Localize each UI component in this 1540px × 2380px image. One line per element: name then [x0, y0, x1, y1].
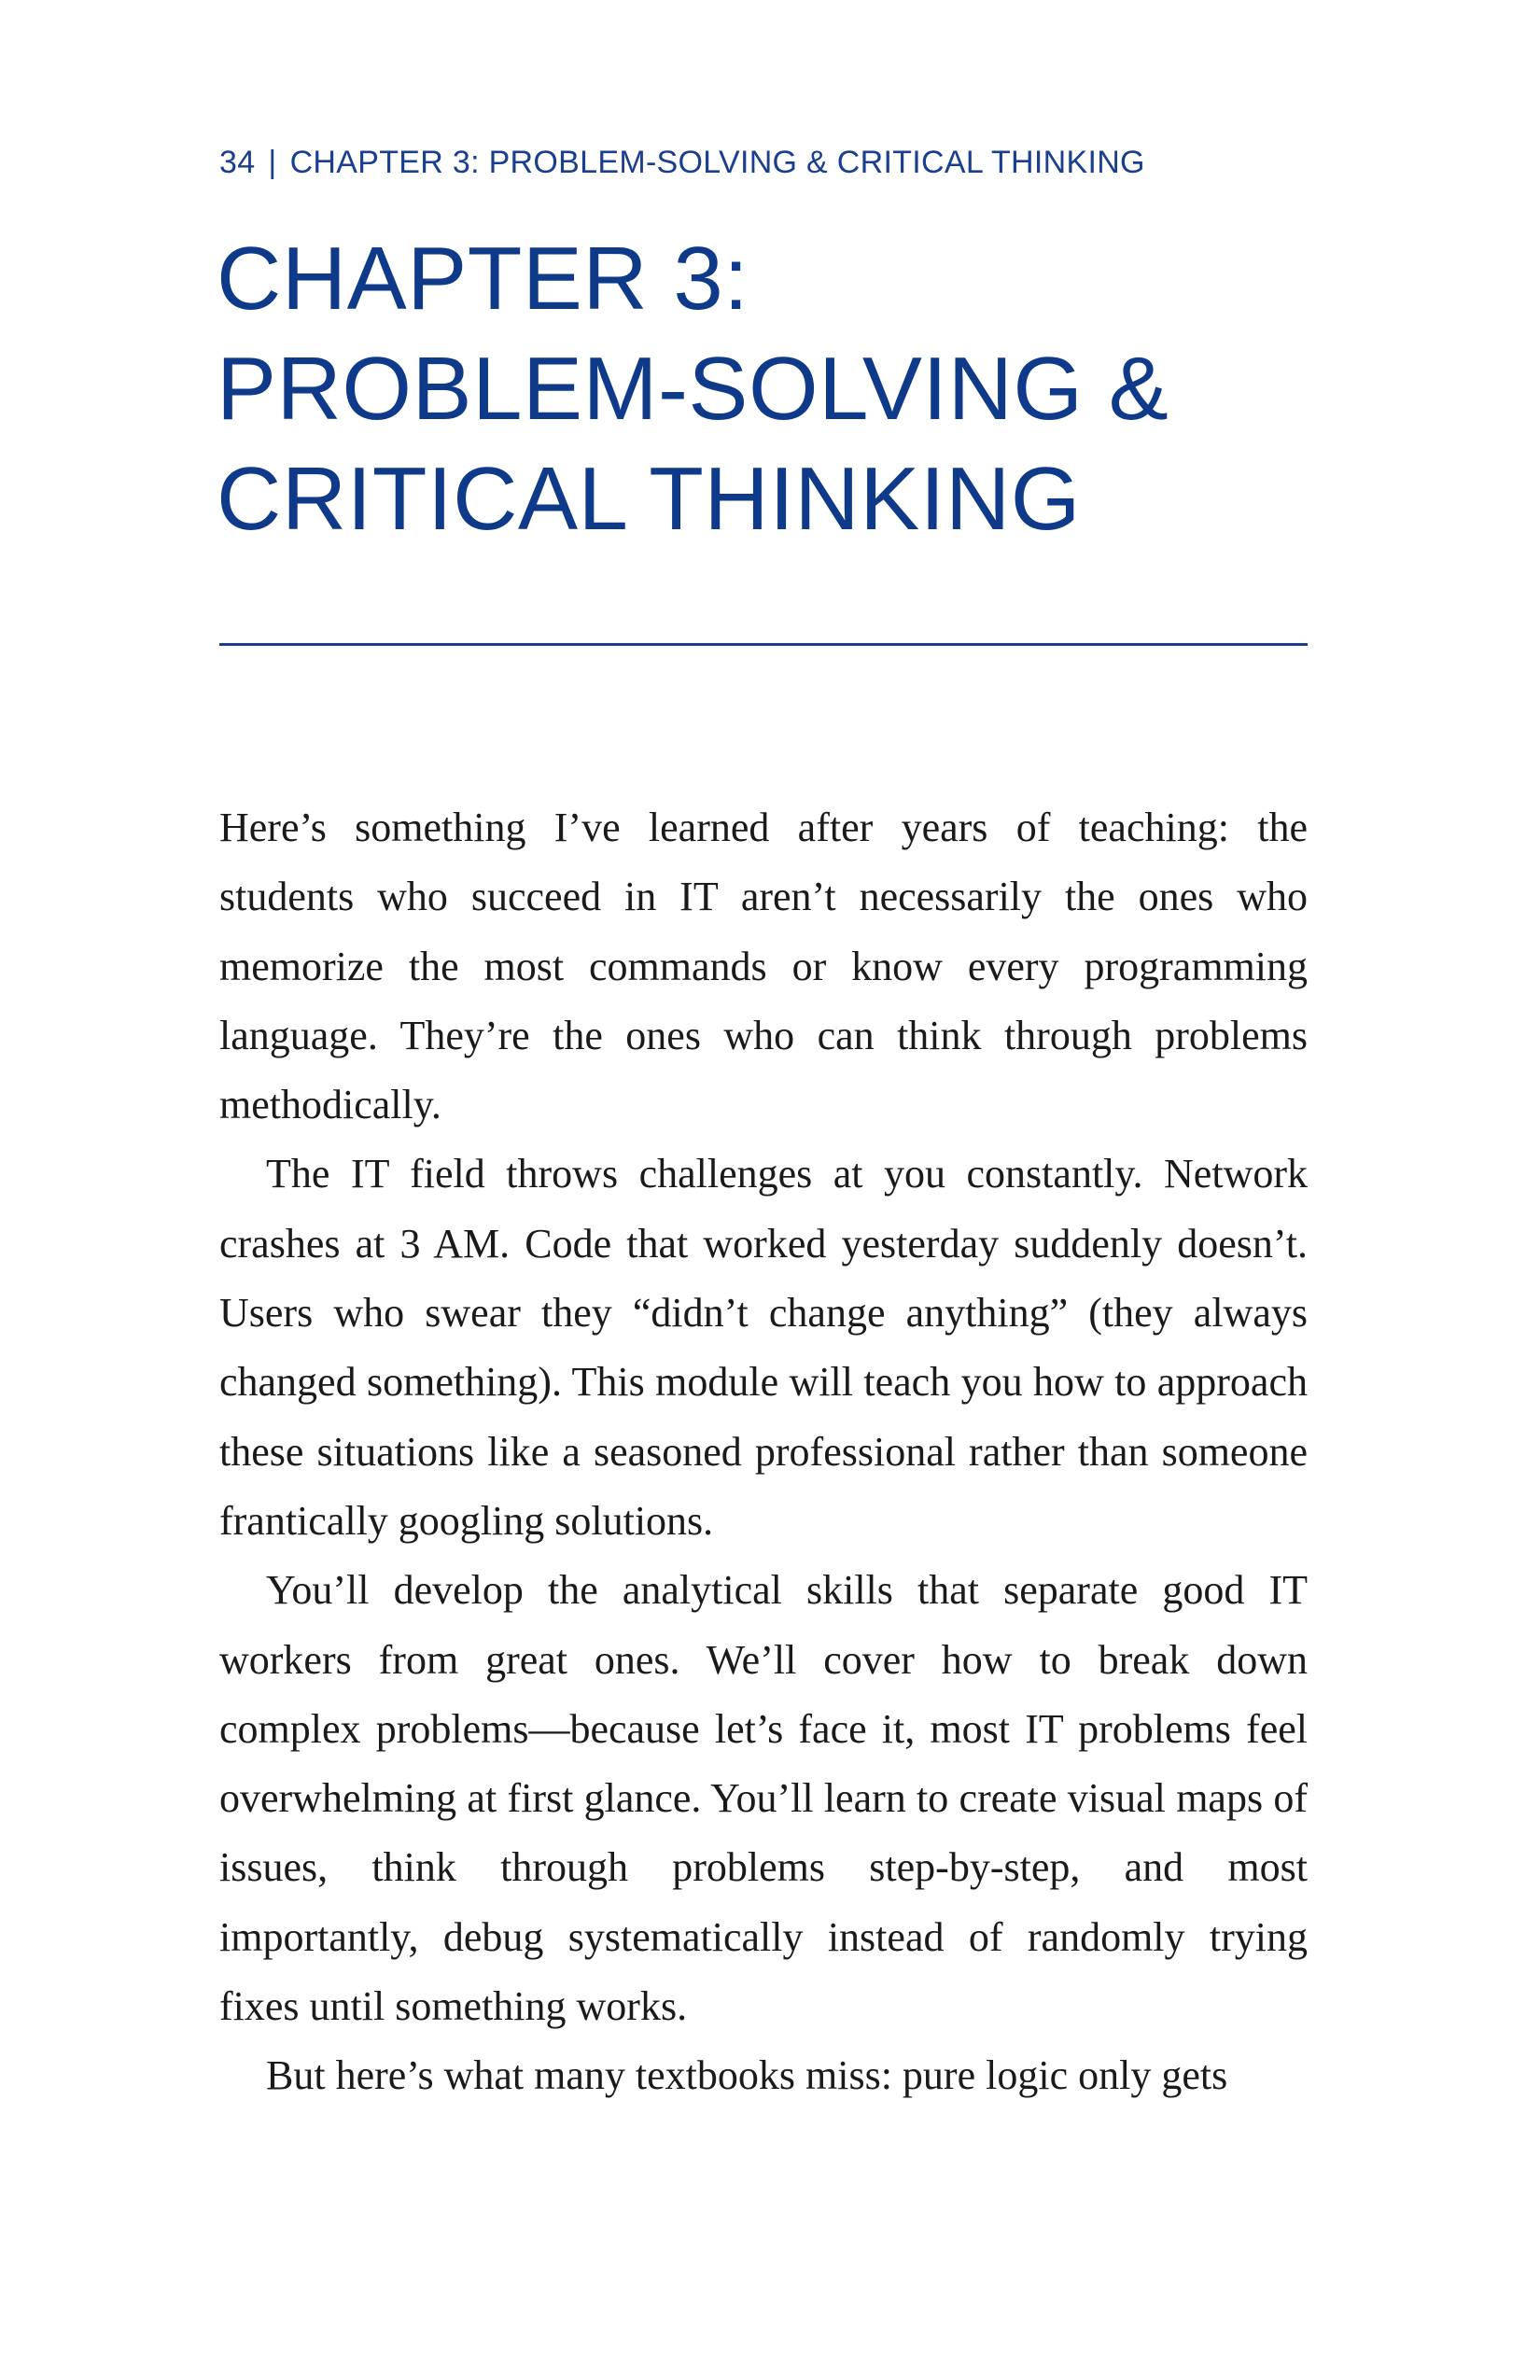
chapter-title: [217, 224, 1318, 554]
body-text: [219, 793, 1308, 2111]
paragraph-1: Here’s something I’ve learned after years of teaching: the students who succeed in IT aren’t necessarily the ones who memorize the most commands or know every programming language. They’re the ones who can think through problems methodically.: [219, 805, 1308, 1128]
running-header: [219, 145, 1145, 181]
paragraph-4: But here’s what many textbooks miss: pure logic only gets: [266, 2052, 1228, 2099]
paragraph-2: The IT field throws challenges at you constantly. Network crashes at 3 AM. Code that worked yesterday suddenly doesn’t. Users who swear they “didn’t change anything” (they always changed something). This module will teach you how to approach these situations like a seasoned professional rather than someone frantically googling solutions.: [219, 1151, 1308, 1544]
page-number: 34: [219, 145, 256, 180]
chapter-title-line-3: CRITICAL THINKING: [217, 449, 1081, 549]
running-title: CHAPTER 3: PROBLEM-SOLVING & CRITICAL THINKING: [289, 145, 1145, 180]
chapter-title-line-2: PROBLEM-SOLVING &: [217, 339, 1169, 439]
header-separator: |: [268, 145, 277, 180]
title-divider: [219, 643, 1308, 646]
chapter-title-line-1: CHAPTER 3:: [217, 229, 749, 329]
paragraph-3: You’ll develop the analytical skills that separate good IT workers from great ones. We’ll cover how to break down complex problems—because let’s face it, most IT problems feel overwhelming at first glance. You’ll learn to create visual maps of issues, think through problems step-by-step, and most importantly, debug systematically instead of randomly trying fixes until something works.: [219, 1567, 1308, 2030]
